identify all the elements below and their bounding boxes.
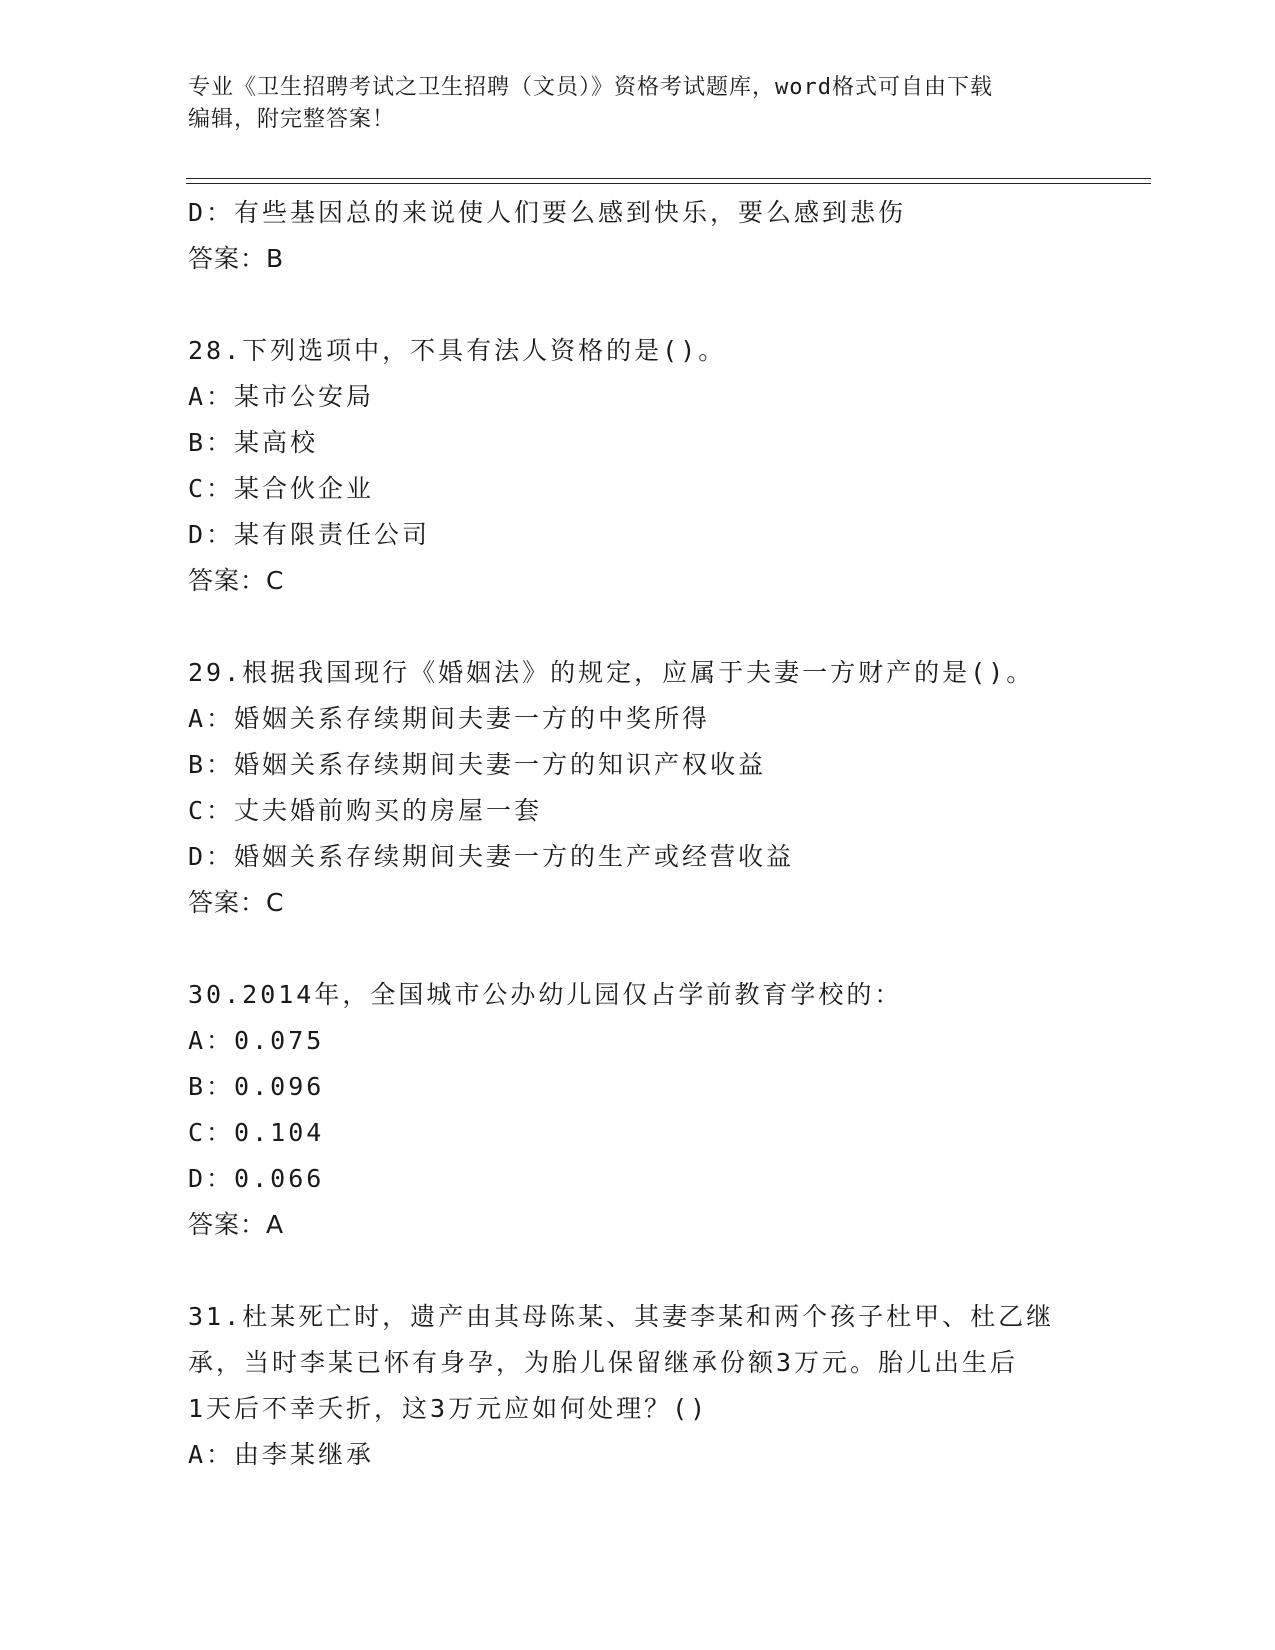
question-28-stem: 28.下列选项中，不具有法人资格的是()。	[188, 336, 727, 365]
question-29-answer: 答案：C	[188, 888, 285, 917]
question-30-option-b: B：0.096	[188, 1072, 325, 1101]
question-30	[188, 972, 1088, 1248]
spacer	[188, 926, 1088, 972]
header-line-1: 专业《卫生招聘考试之卫生招聘（文员）》资格考试题库，word格式可自由下载	[188, 75, 993, 100]
header-line-2: 编辑，附完整答案！	[188, 107, 396, 132]
question-28-answer: 答案：C	[188, 566, 285, 595]
question-27-answer: 答案：B	[188, 244, 285, 273]
header-divider-top	[186, 178, 1151, 179]
question-31-stem-line-3: 1天后不幸夭折，这3万元应如何处理？()	[188, 1394, 709, 1423]
question-28-option-d: D：某有限责任公司	[188, 520, 431, 549]
question-30-stem: 30.2014年，全国城市公办幼儿园仅占学前教育学校的：	[188, 980, 903, 1009]
question-29-option-b: B：婚姻关系存续期间夫妻一方的知识产权收益	[188, 750, 767, 779]
question-31-option-a: A：由李某继承	[188, 1440, 375, 1469]
spacer	[188, 282, 1088, 328]
question-29-stem: 29.根据我国现行《婚姻法》的规定，应属于夫妻一方财产的是()。	[188, 658, 1035, 687]
question-30-answer: 答案：A	[188, 1210, 285, 1239]
question-31-stem-line-1: 31.杜某死亡时，遗产由其母陈某、其妻李某和两个孩子杜甲、杜乙继	[188, 1302, 1055, 1331]
question-28-option-a: A：某市公安局	[188, 382, 375, 411]
spacer	[188, 1248, 1088, 1294]
question-27-option-d: D：有些基因总的来说使人们要么感到快乐，要么感到悲伤	[188, 198, 907, 227]
question-31	[188, 1294, 1088, 1478]
question-28-option-c: C：某合伙企业	[188, 474, 375, 503]
question-30-option-a: A：0.075	[188, 1026, 325, 1055]
question-29-option-a: A：婚姻关系存续期间夫妻一方的中奖所得	[188, 704, 711, 733]
question-30-option-d: D：0.066	[188, 1164, 325, 1193]
spacer	[188, 604, 1088, 650]
question-29-option-c: C：丈夫婚前购买的房屋一套	[188, 796, 543, 825]
question-30-option-c: C：0.104	[188, 1118, 325, 1147]
question-28	[188, 328, 1088, 604]
document-body	[188, 190, 1088, 1478]
question-28-option-b: B：某高校	[188, 428, 319, 457]
question-29	[188, 650, 1088, 926]
question-29-option-d: D：婚姻关系存续期间夫妻一方的生产或经营收益	[188, 842, 795, 871]
question-31-stem-line-2: 承，当时李某已怀有身孕，为胎儿保留继承份额3万元。胎儿出生后	[188, 1348, 1019, 1377]
header-divider-bottom	[186, 183, 1151, 184]
document-header	[188, 72, 1068, 136]
